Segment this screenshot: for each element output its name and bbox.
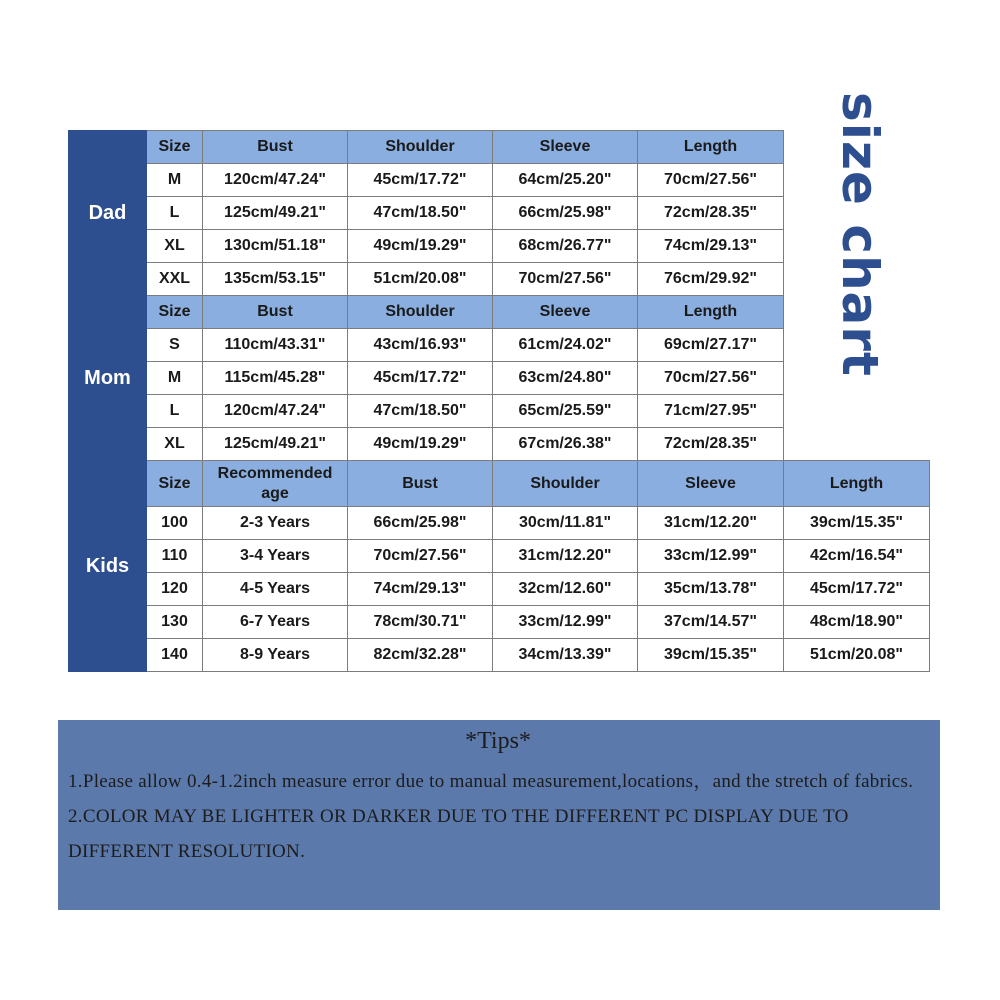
- tips-box: [58, 720, 940, 910]
- table-cell: 72cm/28.35": [638, 197, 784, 230]
- table-row: [69, 230, 930, 263]
- tip-line-1: 1.Please allow 0.4-1.2inch measure error due to manual measurement,locations，and the stretch of fabrics.: [68, 771, 914, 792]
- table-cell: 130: [147, 606, 203, 639]
- table-cell: 67cm/26.38": [493, 428, 638, 461]
- table-cell: 120cm/47.24": [203, 395, 348, 428]
- table-cell: 74cm/29.13": [638, 230, 784, 263]
- table-cell: 66cm/25.98": [348, 507, 493, 540]
- table-cell: 140: [147, 639, 203, 672]
- table-cell: 39cm/15.35": [784, 507, 930, 540]
- table-row: [69, 395, 930, 428]
- table-cell: 34cm/13.39": [493, 639, 638, 672]
- table-cell: 30cm/11.81": [493, 507, 638, 540]
- column-header: Bust: [348, 461, 493, 507]
- table-cell: 51cm/20.08": [348, 263, 493, 296]
- table-cell: 49cm/19.29": [348, 230, 493, 263]
- column-header: Length: [784, 461, 930, 507]
- table-cell: 70cm/27.56": [348, 540, 493, 573]
- table-cell: 31cm/12.20": [638, 507, 784, 540]
- table-cell: 61cm/24.02": [493, 329, 638, 362]
- table-row: [69, 573, 930, 606]
- table-cell: 135cm/53.15": [203, 263, 348, 296]
- empty-cell: [784, 197, 930, 230]
- kids-header-row: [69, 461, 930, 507]
- table-cell: 33cm/12.99": [493, 606, 638, 639]
- table-cell: 3-4 Years: [203, 540, 348, 573]
- table-cell: 32cm/12.60": [493, 573, 638, 606]
- table-cell: 72cm/28.35": [638, 428, 784, 461]
- table-cell: 43cm/16.93": [348, 329, 493, 362]
- table-cell: 68cm/26.77": [493, 230, 638, 263]
- column-header: Length: [638, 131, 784, 164]
- empty-cell: [784, 164, 930, 197]
- table-row: [69, 639, 930, 672]
- table-row: [69, 263, 930, 296]
- table-cell: 66cm/25.98": [493, 197, 638, 230]
- table-cell: M: [147, 362, 203, 395]
- table-cell: 65cm/25.59": [493, 395, 638, 428]
- empty-cell: [784, 296, 930, 329]
- tip-line-2: 2.COLOR MAY BE LIGHTER OR DARKER DUE TO THE DIFFERENT PC DISPLAY DUE TO DIFFERENT RESOLUTION.: [68, 806, 849, 862]
- column-header: Sleeve: [493, 131, 638, 164]
- table-cell: 31cm/12.20": [493, 540, 638, 573]
- group-label-kids: Kids: [69, 461, 147, 672]
- table-cell: 42cm/16.54": [784, 540, 930, 573]
- table-cell: S: [147, 329, 203, 362]
- empty-cell: [784, 395, 930, 428]
- table-row: [69, 164, 930, 197]
- mom-header-row: [69, 296, 930, 329]
- table-cell: XL: [147, 230, 203, 263]
- table-cell: 110cm/43.31": [203, 329, 348, 362]
- column-header: Sleeve: [493, 296, 638, 329]
- table-cell: 120: [147, 573, 203, 606]
- column-header: Recommended age: [203, 461, 348, 507]
- table-cell: 70cm/27.56": [638, 362, 784, 395]
- table-cell: 33cm/12.99": [638, 540, 784, 573]
- table-cell: 45cm/17.72": [784, 573, 930, 606]
- tips-title: *Tips*: [465, 728, 531, 754]
- table-cell: 70cm/27.56": [493, 263, 638, 296]
- table-cell: 110: [147, 540, 203, 573]
- table-cell: M: [147, 164, 203, 197]
- table-cell: 37cm/14.57": [638, 606, 784, 639]
- table-cell: 115cm/45.28": [203, 362, 348, 395]
- table-cell: 35cm/13.78": [638, 573, 784, 606]
- table-row: [69, 507, 930, 540]
- table-cell: 2-3 Years: [203, 507, 348, 540]
- size-chart-table: [68, 130, 930, 672]
- table-cell: 125cm/49.21": [203, 428, 348, 461]
- table-cell: 69cm/27.17": [638, 329, 784, 362]
- column-header: Sleeve: [638, 461, 784, 507]
- table-cell: L: [147, 395, 203, 428]
- table-cell: 71cm/27.95": [638, 395, 784, 428]
- empty-cell: [784, 131, 930, 164]
- table-row: [69, 540, 930, 573]
- size-chart-title: size chart: [831, 92, 889, 377]
- table-row: [69, 197, 930, 230]
- empty-cell: [784, 329, 930, 362]
- table-cell: 63cm/24.80": [493, 362, 638, 395]
- table-cell: 82cm/32.28": [348, 639, 493, 672]
- column-header: Bust: [203, 296, 348, 329]
- table-cell: 48cm/18.90": [784, 606, 930, 639]
- table-row: [69, 428, 930, 461]
- table-cell: 51cm/20.08": [784, 639, 930, 672]
- table-cell: 64cm/25.20": [493, 164, 638, 197]
- column-header: Size: [147, 131, 203, 164]
- table-cell: 49cm/19.29": [348, 428, 493, 461]
- table-cell: 70cm/27.56": [638, 164, 784, 197]
- table-cell: 45cm/17.72": [348, 362, 493, 395]
- table-cell: 100: [147, 507, 203, 540]
- table-cell: 120cm/47.24": [203, 164, 348, 197]
- table-cell: 76cm/29.92": [638, 263, 784, 296]
- table-row: [69, 606, 930, 639]
- table-cell: 47cm/18.50": [348, 395, 493, 428]
- empty-cell: [784, 263, 930, 296]
- column-header: Size: [147, 461, 203, 507]
- column-header: Shoulder: [493, 461, 638, 507]
- table-cell: 130cm/51.18": [203, 230, 348, 263]
- table-cell: 6-7 Years: [203, 606, 348, 639]
- group-label-dad: Dad: [69, 131, 147, 296]
- column-header: Shoulder: [348, 296, 493, 329]
- empty-cell: [784, 230, 930, 263]
- group-label-mom: Mom: [69, 296, 147, 461]
- table-cell: 74cm/29.13": [348, 573, 493, 606]
- table-cell: 4-5 Years: [203, 573, 348, 606]
- column-header: Size: [147, 296, 203, 329]
- table-cell: 45cm/17.72": [348, 164, 493, 197]
- table-cell: L: [147, 197, 203, 230]
- column-header: Length: [638, 296, 784, 329]
- table-cell: 78cm/30.71": [348, 606, 493, 639]
- empty-cell: [784, 428, 930, 461]
- table-cell: XXL: [147, 263, 203, 296]
- table-cell: 125cm/49.21": [203, 197, 348, 230]
- table-cell: 47cm/18.50": [348, 197, 493, 230]
- table-cell: 39cm/15.35": [638, 639, 784, 672]
- column-header: Bust: [203, 131, 348, 164]
- table-row: [69, 329, 930, 362]
- table-cell: XL: [147, 428, 203, 461]
- empty-cell: [784, 362, 930, 395]
- dad-header-row: [69, 131, 930, 164]
- column-header: Shoulder: [348, 131, 493, 164]
- table-row: [69, 362, 930, 395]
- table-cell: 8-9 Years: [203, 639, 348, 672]
